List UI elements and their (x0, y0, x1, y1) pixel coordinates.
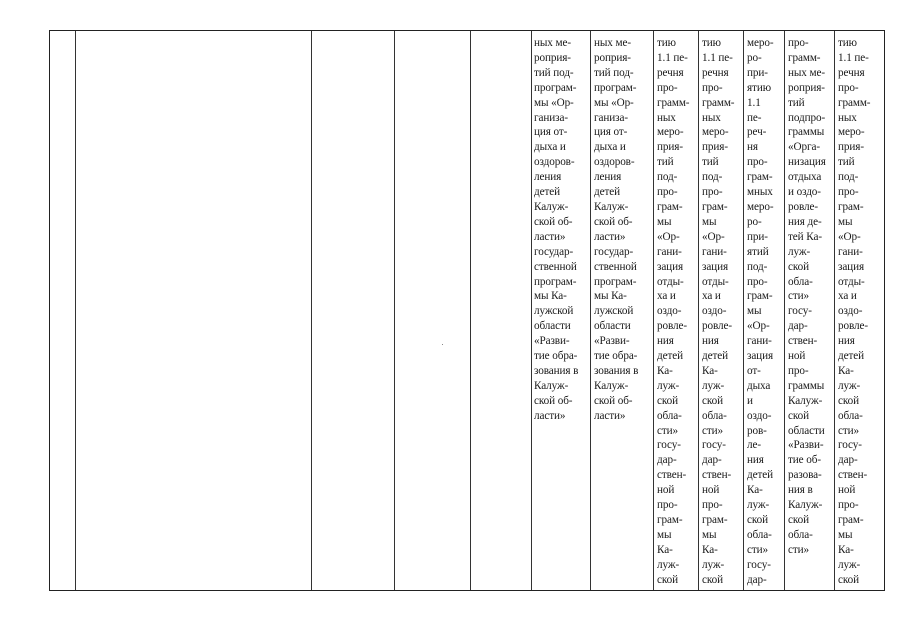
table-cell-6: ных ме- роприя- тий под- програм- мы «Ор- ганиза- ция от- дыха и оздоров- ления детей Калуж- ской об- ласти» государ- ственной програм- мы Ка- лужской области «Разви- тие обра- зования в Калуж- ской об- ласти» (534, 37, 579, 422)
column-divider (653, 31, 654, 590)
column-divider (698, 31, 699, 590)
column-divider (470, 31, 471, 590)
table-cell-2 (78, 36, 308, 588)
column-divider (531, 31, 532, 590)
table-cell-11: про- грамм- ных ме- роприя- тий подпро- граммы «Орга- низация отдыха и оздо- ровле- ния де- тей Ка- луж- ской обла- сти» госу- дар- ствен- ной про- граммы Калуж- ской области «Разви- тие об- разова- ния в Калуж- ской обла- сти» (788, 37, 826, 556)
column-divider (311, 31, 312, 590)
column-divider (394, 31, 395, 590)
table-cell-9: тию 1.1 пе- речня про- грамм- ных меро- прия- тий под- про- грам- мы «Ор- гани- зация отды- ха и оздо- ровле- ния детей Ка- луж- ской обла- сти» госу- дар- ствен- ной про- грам- мы Ка- луж- ской (702, 37, 735, 586)
table-cell-12: тию 1.1 пе- речня про- грамм- ных меро- прия- тий под- про- грам- мы «Ор- гани- зация отды- ха и оздо- ровле- ния детей Ка- луж- ской обла- сти» госу- дар- ствен- ной про- грам- мы Ка- луж- ской (838, 37, 871, 586)
column-divider (743, 31, 744, 590)
column-divider (834, 31, 835, 590)
column-divider (784, 31, 785, 590)
table-cell-3 (314, 36, 391, 588)
table-cell-7: ных ме- роприя- тий под- програм- мы «Ор- ганиза- ция от- дыха и оздоров- ления детей Калуж- ской об- ласти» государ- ственной програм- мы Ка- лужской области «Разви- тие обра- зования в Калуж- ской об- ласти» (594, 37, 639, 422)
table-cell-1 (52, 36, 73, 588)
column-divider (590, 31, 591, 590)
table-cell-5 (473, 36, 528, 588)
column-divider (75, 31, 76, 590)
table-cell-4 (397, 36, 467, 588)
table (49, 30, 885, 591)
table-cell-8: тию 1.1 пе- речня про- грамм- ных меро- прия- тий под- про- грам- мы «Ор- гани- зация отды- ха и оздо- ровле- ния детей Ка- луж- ской обла- сти» госу- дар- ствен- ной про- грам- мы Ка- луж- ской (657, 37, 690, 586)
table-cell-10: меро- ро- при- ятию 1.1 пе- реч- ня про- грам- мных меро- ро- при- ятий под- про- грам- мы «Ор- гани- зация от- дыха и оздо- ров- ле- ния детей Ка- луж- ской обла- сти» госу- дар- (747, 37, 774, 586)
scan-speck (442, 344, 443, 345)
